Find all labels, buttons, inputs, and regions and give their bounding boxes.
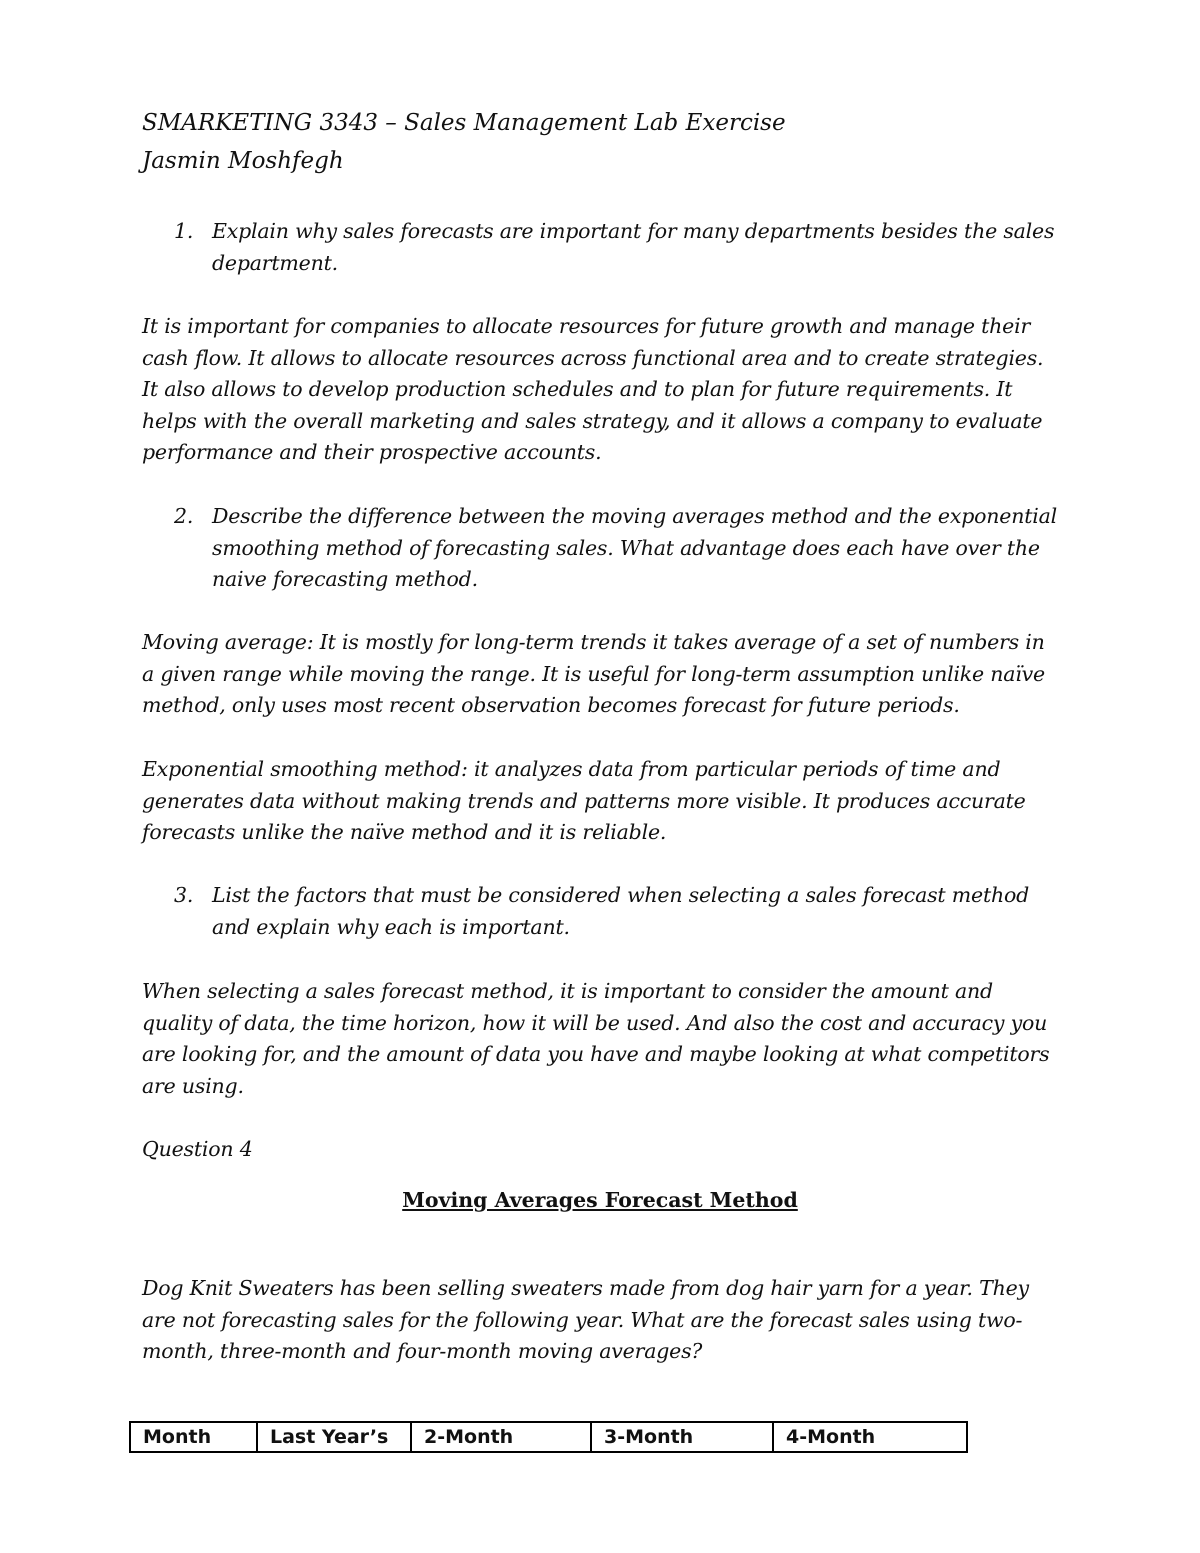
question-4-label: Question 4 (142, 1137, 253, 1161)
section-heading: Moving Averages Forecast Method (402, 1188, 798, 1212)
answer-paragraph: Moving average: It is mostly for long-term trends it takes average of a set of numbers in a given range while moving the range. It is useful for long-term assumption unlike naïve method, only uses most recent observation becomes forecast for future periods. (142, 630, 1045, 717)
document-title: SMARKETING 3343 – Sales Management Lab Exercise (142, 110, 786, 136)
question-prompt: Explain why sales forecasts are important for many departments besides the sales department. (212, 219, 1055, 275)
question-3 (174, 880, 1064, 943)
question-number: 2. (174, 504, 194, 528)
answer-paragraph: Exponential smoothing method: it analyzes data from particular periods of time and generates data without making trends and patterns more visible. It produces accurate forecasts unlike the naïve method and it is reliable. (142, 757, 1026, 844)
question-1 (174, 216, 1064, 279)
header-4-month: 4-Month (773, 1422, 967, 1452)
author-name: Jasmin Moshfegh (142, 148, 344, 174)
forecast-table (129, 1421, 968, 1453)
answer-paragraph: When selecting a sales forecast method, it is important to consider the amount and quality of data, the time horizon, how it will be used. And also the cost and accuracy you are looking for, and the amount of data you have and maybe looking at what competitors are using. (142, 979, 1050, 1098)
question-number: 3. (174, 883, 194, 907)
question-2 (174, 501, 1064, 596)
header-3-month: 3-Month (591, 1422, 773, 1452)
answer-paragraph: It is important for companies to allocate resources for future growth and manage their cash flow. It allows to allocate resources across functional area and to create strategies. It also allows to develop production schedules and to plan for future requirements. It helps with the overall marketing and sales strategy, and it allows a company to evaluate performance and their prospective accounts. (142, 314, 1044, 464)
question-prompt: Describe the difference between the moving averages method and the exponential smoothing method of forecasting sales. What advantage does each have over the naive forecasting method. (212, 504, 1057, 591)
header-month: Month (130, 1422, 257, 1452)
question-number: 1. (174, 219, 194, 243)
question-4-text: Dog Knit Sweaters has been selling sweaters made from dog hair yarn for a year. They are not forecasting sales for the following year. What are the forecast sales using two-month, three-month and four-month moving averages? (142, 1276, 1029, 1363)
question-prompt: List the factors that must be considered when selecting a sales forecast method and explain why each is important. (212, 883, 1030, 939)
header-last-year: Last Year’s (257, 1422, 411, 1452)
header-2-month: 2-Month (411, 1422, 591, 1452)
table-header-row (130, 1422, 967, 1452)
